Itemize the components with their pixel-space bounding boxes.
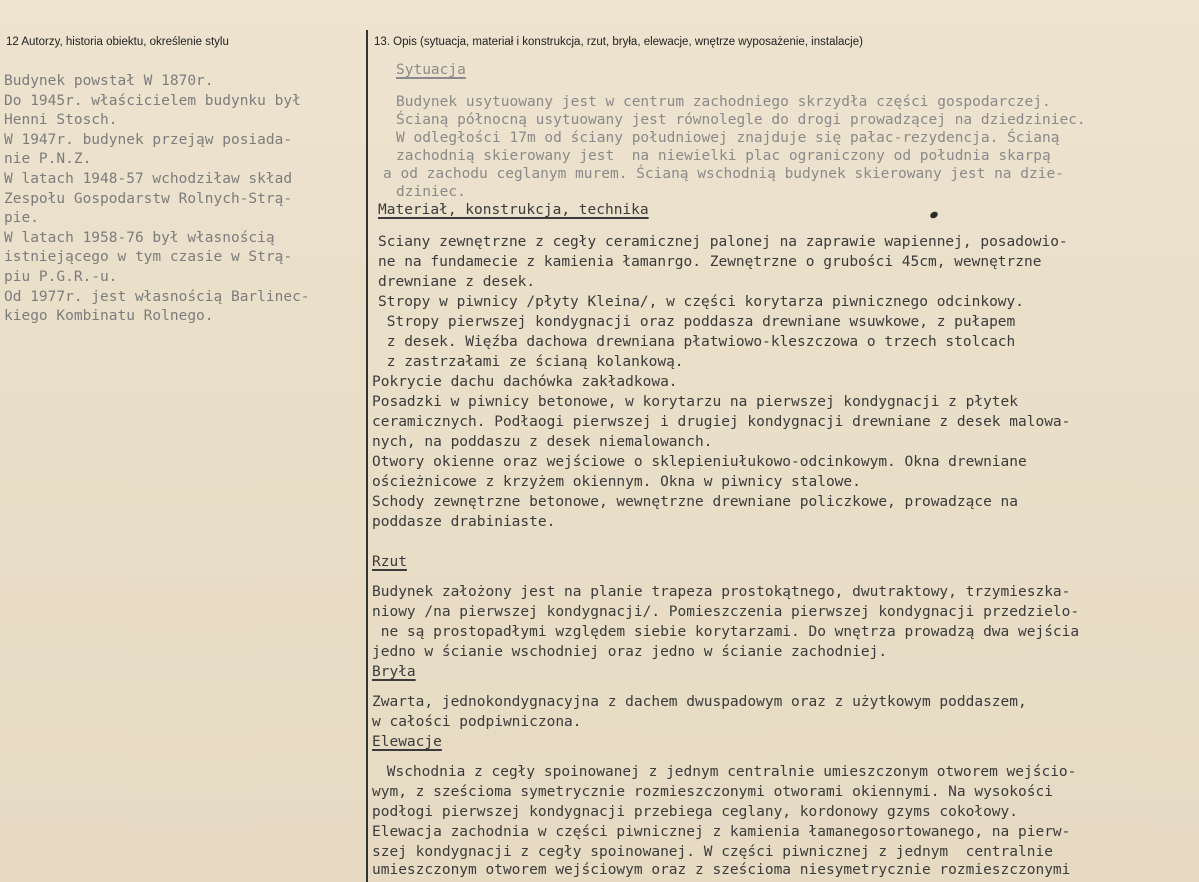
history-line: Henni Stosch. xyxy=(4,112,118,129)
description-line: w całości podpiwniczona. xyxy=(372,714,582,730)
description-line: ościeżnicowe z krzyżem okiennym. Okna w piwnicy stalowe. xyxy=(372,474,861,490)
history-text-column xyxy=(4,72,362,327)
description-line: drewniane z desek. xyxy=(378,274,536,290)
description-line: szej kondygnacji z cegły spoinowanej. W części piwnicznej z jednym centralnie xyxy=(372,844,1053,860)
description-line: ceramicznych. Podłaogi pierwszej i drugiej kondygnacji drewniane z desek malowa- xyxy=(372,414,1071,430)
history-line: piu P.G.R.-u. xyxy=(4,268,118,285)
description-line: Sciany zewnętrzne z cegły ceramicznej palonej na zaprawie wapiennej, posadowio- xyxy=(378,234,1068,250)
description-line: Otwory okienne oraz wejściowe o sklepieniułukowo-odcinkowym. Okna drewniane xyxy=(372,454,1027,470)
history-line: Od 1977r. jest własnością Barlinec- xyxy=(4,288,310,305)
description-line: dziniec. xyxy=(396,184,466,200)
ink-blot xyxy=(929,210,939,219)
description-line: z desek. Więźba dachowa drewniana płatwiowo-kleszczowa o trzech stolcach xyxy=(378,334,1016,350)
description-line: ne są prostopadłymi względem siebie korytarzami. Do wnętrza prowadzą dwa wejścia xyxy=(372,624,1080,640)
description-line: Zwarta, jednokondygnacyjna z dachem dwuspadowym oraz z użytkowym poddaszem, xyxy=(372,694,1027,710)
description-line: Wschodnia z cegły spoinowanej z jednym centralnie umieszczonym otworem wejścio- xyxy=(378,764,1077,780)
description-line: niowy /na pierwszej kondygnacji/. Pomieszczenia pierwszej kondygnacji przedzielo- xyxy=(372,604,1080,620)
history-line: nie P.N.Z. xyxy=(4,151,92,168)
description-line: Schody zewnętrzne betonowe, wewnętrzne drewniane policzkowe, prowadzące na xyxy=(372,494,1019,510)
history-line: Budynek powstał W 1870r. xyxy=(4,73,214,89)
history-line: W 1947r. budynek przejąw posiada- xyxy=(4,131,293,148)
description-line: a od zachodu ceglanym murem. Ścianą wschodnią budynek skierowany jest na dzie- xyxy=(383,166,1064,182)
description-line: poddasze drabiniaste. xyxy=(372,514,556,530)
history-line: kiego Kombinatu Rolnego. xyxy=(4,308,214,325)
section-heading: Elewacje xyxy=(372,734,442,750)
description-line: Posadzki w piwnicy betonowe, w korytarzu na pierwszej kondygnacji z płytek xyxy=(372,394,1019,410)
history-line: istniejącego w tym czasie w Strą- xyxy=(4,249,293,266)
description-line: Stropy w piwnicy /płyty Kleina/, w części korytarza piwnicznego odcinkowy. xyxy=(378,294,1025,310)
section-heading: Sytuacja xyxy=(396,62,466,78)
description-line: wym, z sześcioma symetrycznie rozmieszczonymi otworami okiennymi. Na wysokości xyxy=(372,784,1053,800)
description-line: jedno w ścianie wschodniej oraz jedno w ścianie zachodniej. xyxy=(372,644,888,660)
left-column-header: 12 Autorzy, historia obiektu, określenie stylu xyxy=(6,36,229,48)
history-line: W latach 1958-76 był własnością xyxy=(4,229,275,246)
history-line: W latach 1948-57 wchodziław skład xyxy=(4,170,293,187)
description-line: podłogi pierwszej kondygnacji przebiega ceglany, kordonowy gzyms cokołowy. xyxy=(372,804,1019,820)
section-heading: Bryła xyxy=(372,664,416,680)
description-line: W odległości 17m od ściany południowej znajduje się pałac-rezydencja. Ścianą xyxy=(396,130,1060,146)
description-line: Elewacja zachodnia w części piwnicznej z kamienia łamanegosortowanego, na pierw- xyxy=(372,824,1071,840)
description-line: nych, na poddaszu z desek niemalowanch. xyxy=(372,434,713,450)
description-line: ne na fundamecie z kamienia łamanrgo. Zewnętrzne o grubości 45cm, wewnętrzne xyxy=(378,254,1042,270)
description-line: Ścianą północną usytuowany jest równolegle do drogi prowadzącej na dziedziniec. xyxy=(396,112,1086,128)
description-line: Stropy pierwszej kondygnacji oraz poddasza drewniane wsuwkowe, z pułapem xyxy=(378,314,1016,330)
section-heading: Materiał, konstrukcja, technika xyxy=(378,202,649,218)
description-line: umieszczonym otworem wejściowym oraz z sześcioma niesymetrycznie rozmieszczonymi xyxy=(372,862,1071,878)
description-line: zachodnią skierowany jest na niewielki plac ograniczony od południa skarpą xyxy=(396,148,1051,164)
history-line: Do 1945r. właścicielem budynku był xyxy=(4,92,301,109)
right-column-header: 13. Opis (sytuacja, materiał i konstrukcja, rzut, bryła, elewacje, wnętrze wyposażenie, instalacje) xyxy=(374,36,863,48)
description-line: z zastrzałami ze ścianą kolankową. xyxy=(378,354,684,370)
history-line: pie. xyxy=(4,210,39,227)
history-line: Zespołu Gospodarstw Rolnych-Strą- xyxy=(4,190,293,207)
description-line: Budynek założony jest na planie trapeza prostokątnego, dwutraktowy, trzymieszka- xyxy=(372,584,1071,600)
column-divider xyxy=(366,30,368,882)
section-heading: Rzut xyxy=(372,554,407,570)
description-line: Budynek usytuowany jest w centrum zachodniego skrzydła części gospodarczej. xyxy=(396,94,1051,110)
description-line: Pokrycie dachu dachówka zakładkowa. xyxy=(372,374,678,390)
